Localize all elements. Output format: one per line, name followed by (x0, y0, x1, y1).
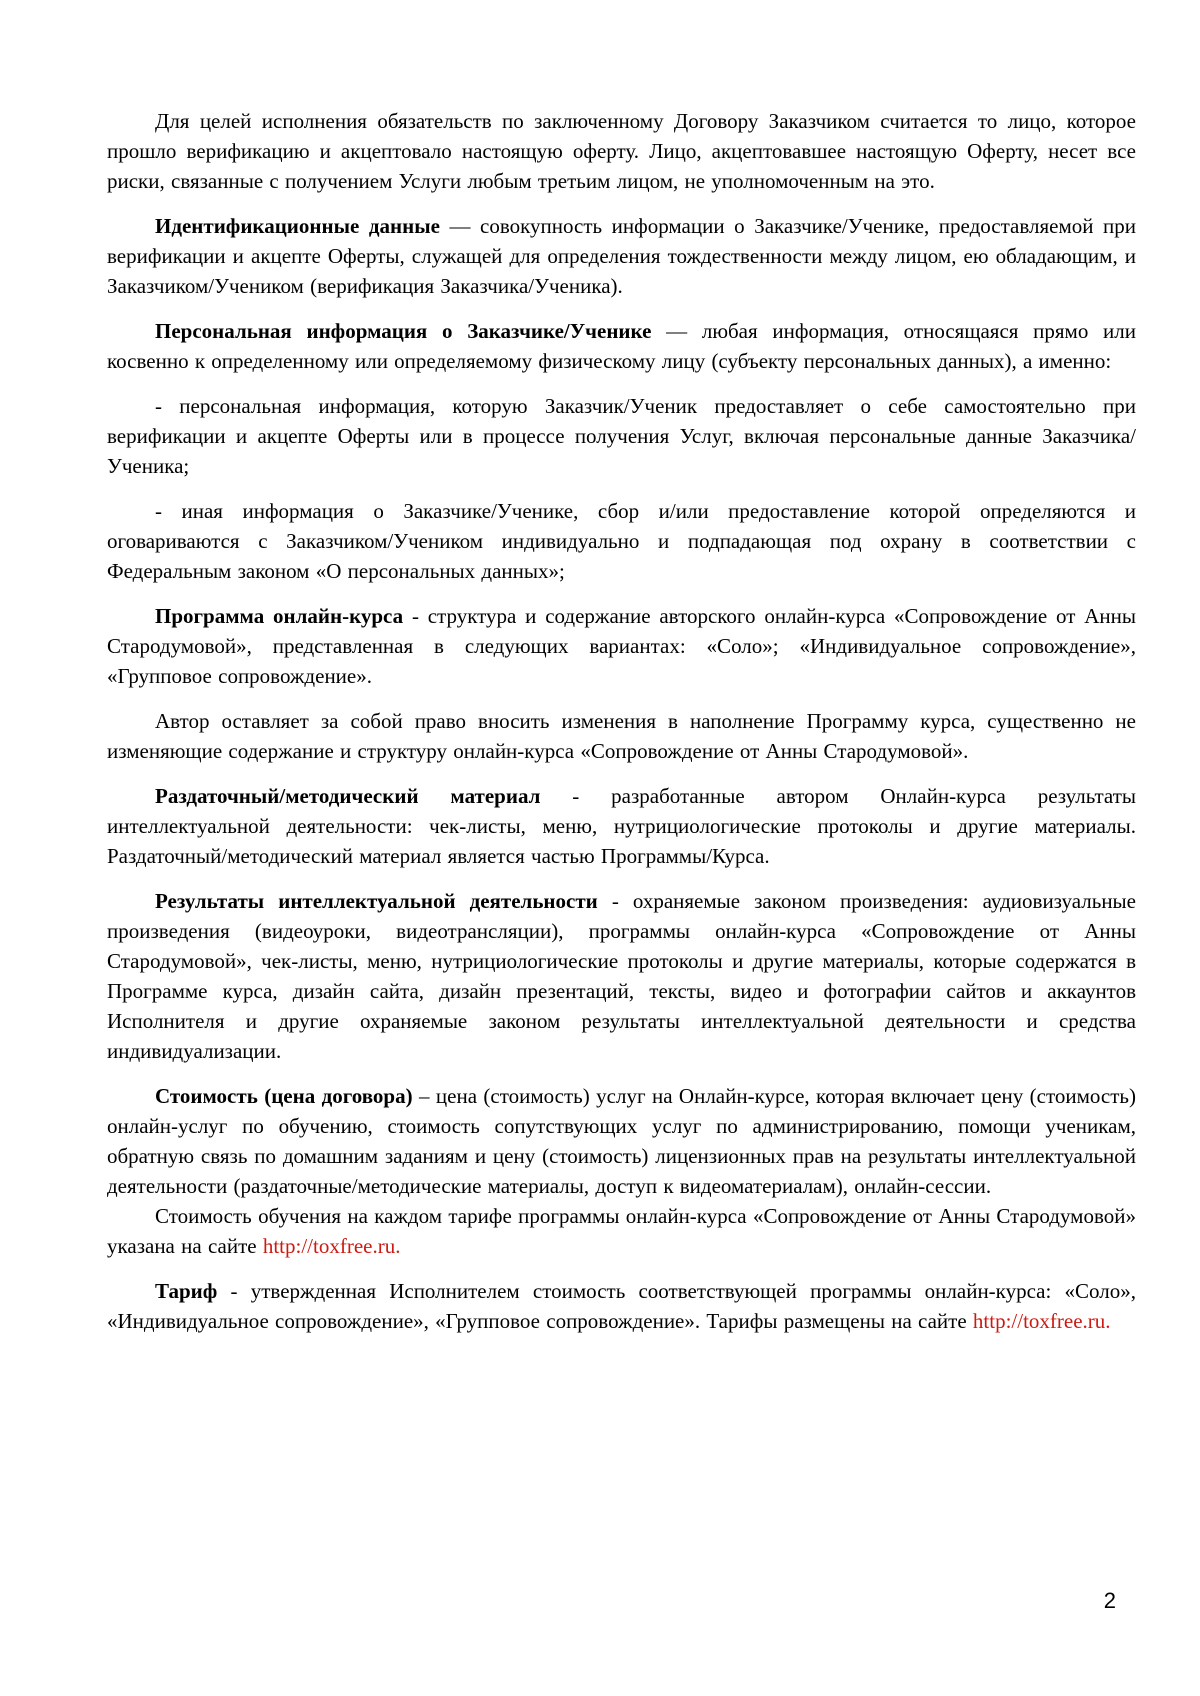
page-number: 2 (1103, 1588, 1116, 1613)
paragraph-text: Для целей исполнения обязательств по заключенному Договору Заказчиком считается то лицо, которое прошло верификацию и акцептовало настоящую оферту. Лицо, акцептовавшее настоящую Оферту, несет все риски, связанные с получением Услуги любым третьим лицом, не уполномоченным на это. (107, 109, 1136, 193)
defined-term: Персональная информация о Заказчике/Ученике (155, 319, 652, 343)
paragraph-text: - персональная информация, которую Заказчик/Ученик предоставляет о себе самостоятельно при верификации и акцепте Оферты или в процессе получения Услуг, включая персональные данные Заказчика/Ученика; (107, 394, 1136, 478)
paragraph-text: Стоимость обучения на каждом тарифе программы онлайн-курса «Сопровождение от Анны Стародумовой» указана на сайте (107, 1204, 1136, 1258)
paragraph-text: - разработанные автором Онлайн-курса результаты интеллектуальной деятельности: чек-листы, меню, нутрициологические протоколы и другие материалы. Раздаточный/методический материал является частью Программы/Курса. (107, 784, 1136, 868)
defined-term: Идентификационные данные (155, 214, 440, 238)
paragraph-text: — любая информация, относящаяся прямо или косвенно к определенному или определяемому физическому лицу (субъекту персональных данных), а именно: (107, 319, 1136, 373)
paragraph (107, 106, 1136, 196)
defined-term: Результаты интеллектуальной деятельности (155, 889, 598, 913)
paragraph-text: - охраняемые законом произведения: аудиовизуальные произведения (видеоуроки, видеотрансляции), программы онлайн-курса «Сопровождение от Анны Стародумовой», чек-листы, меню, нутрициологические протоколы и другие материалы, которые содержатся в Программе курса, дизайн сайта, дизайн презентаций, тексты, видео и фотографии сайтов и аккаунтов Исполнителя и другие охраняемые законом результаты интеллектуальной деятельности и средства индивидуализации. (107, 889, 1136, 1063)
paragraph-text: - утвержденная Исполнителем стоимость соответствующей программы онлайн-курса: «Соло», «Индивидуальное сопровождение», «Групповое сопровождение». Тарифы размещены на сайте (107, 1279, 1136, 1333)
paragraph-text: - иная информация о Заказчике/Ученике, сбор и/или предоставление которой определяются и оговариваются с Заказчиком/Учеником индивидуально и подпадающая под охрану в соответствии с Федеральным законом «О персональных данных»; (107, 499, 1136, 583)
document-body (107, 106, 1136, 1336)
paragraph (107, 1276, 1136, 1336)
defined-term: Тариф (155, 1279, 218, 1303)
paragraph (107, 781, 1136, 871)
paragraph (107, 316, 1136, 376)
defined-term: Раздаточный/методический материал (155, 784, 541, 808)
paragraph-text: — совокупность информации о Заказчике/Ученике, предоставляемой при верификации и акцепте Оферты, служащей для определения тождественности между лицом, ею обладающим, и Заказчиком/Учеником (верификация Заказчика/Ученика). (107, 214, 1136, 298)
paragraph (107, 391, 1136, 481)
paragraph-text: Автор оставляет за собой право вносить изменения в наполнение Программу курса, существенно не изменяющие содержание и структуру онлайн-курса «Сопровождение от Анны Стародумовой». (107, 709, 1136, 763)
paragraph (107, 1081, 1136, 1201)
paragraph (107, 706, 1136, 766)
paragraph (107, 601, 1136, 691)
paragraph-text: – цена (стоимость) услуг на Онлайн-курсе, которая включает цену (стоимость) онлайн-услуг по обучению, стоимость сопутствующих услуг по администрированию, помощи ученикам, обратную связь по домашним заданиям и цену (стоимость) лицензионных прав на результаты интеллектуальной деятельности (раздаточные/методические материалы, доступ к видеоматериалам), онлайн-сессии. (107, 1084, 1136, 1198)
defined-term: Программа онлайн-курса (155, 604, 404, 628)
paragraph (107, 886, 1136, 1066)
defined-term: Стоимость (цена договора) (155, 1084, 413, 1108)
paragraph-text: - структура и содержание авторского онлайн-курса «Сопровождение от Анны Стародумовой», представленная в следующих вариантах: «Соло»; «Индивидуальное сопровождение», «Групповое сопровождение». (107, 604, 1137, 688)
paragraph (107, 1201, 1136, 1261)
toxfree-link[interactable]: http://toxfree.ru. (972, 1309, 1111, 1333)
paragraph (107, 211, 1136, 301)
paragraph (107, 496, 1136, 586)
toxfree-link[interactable]: http://toxfree.ru. (262, 1234, 401, 1258)
